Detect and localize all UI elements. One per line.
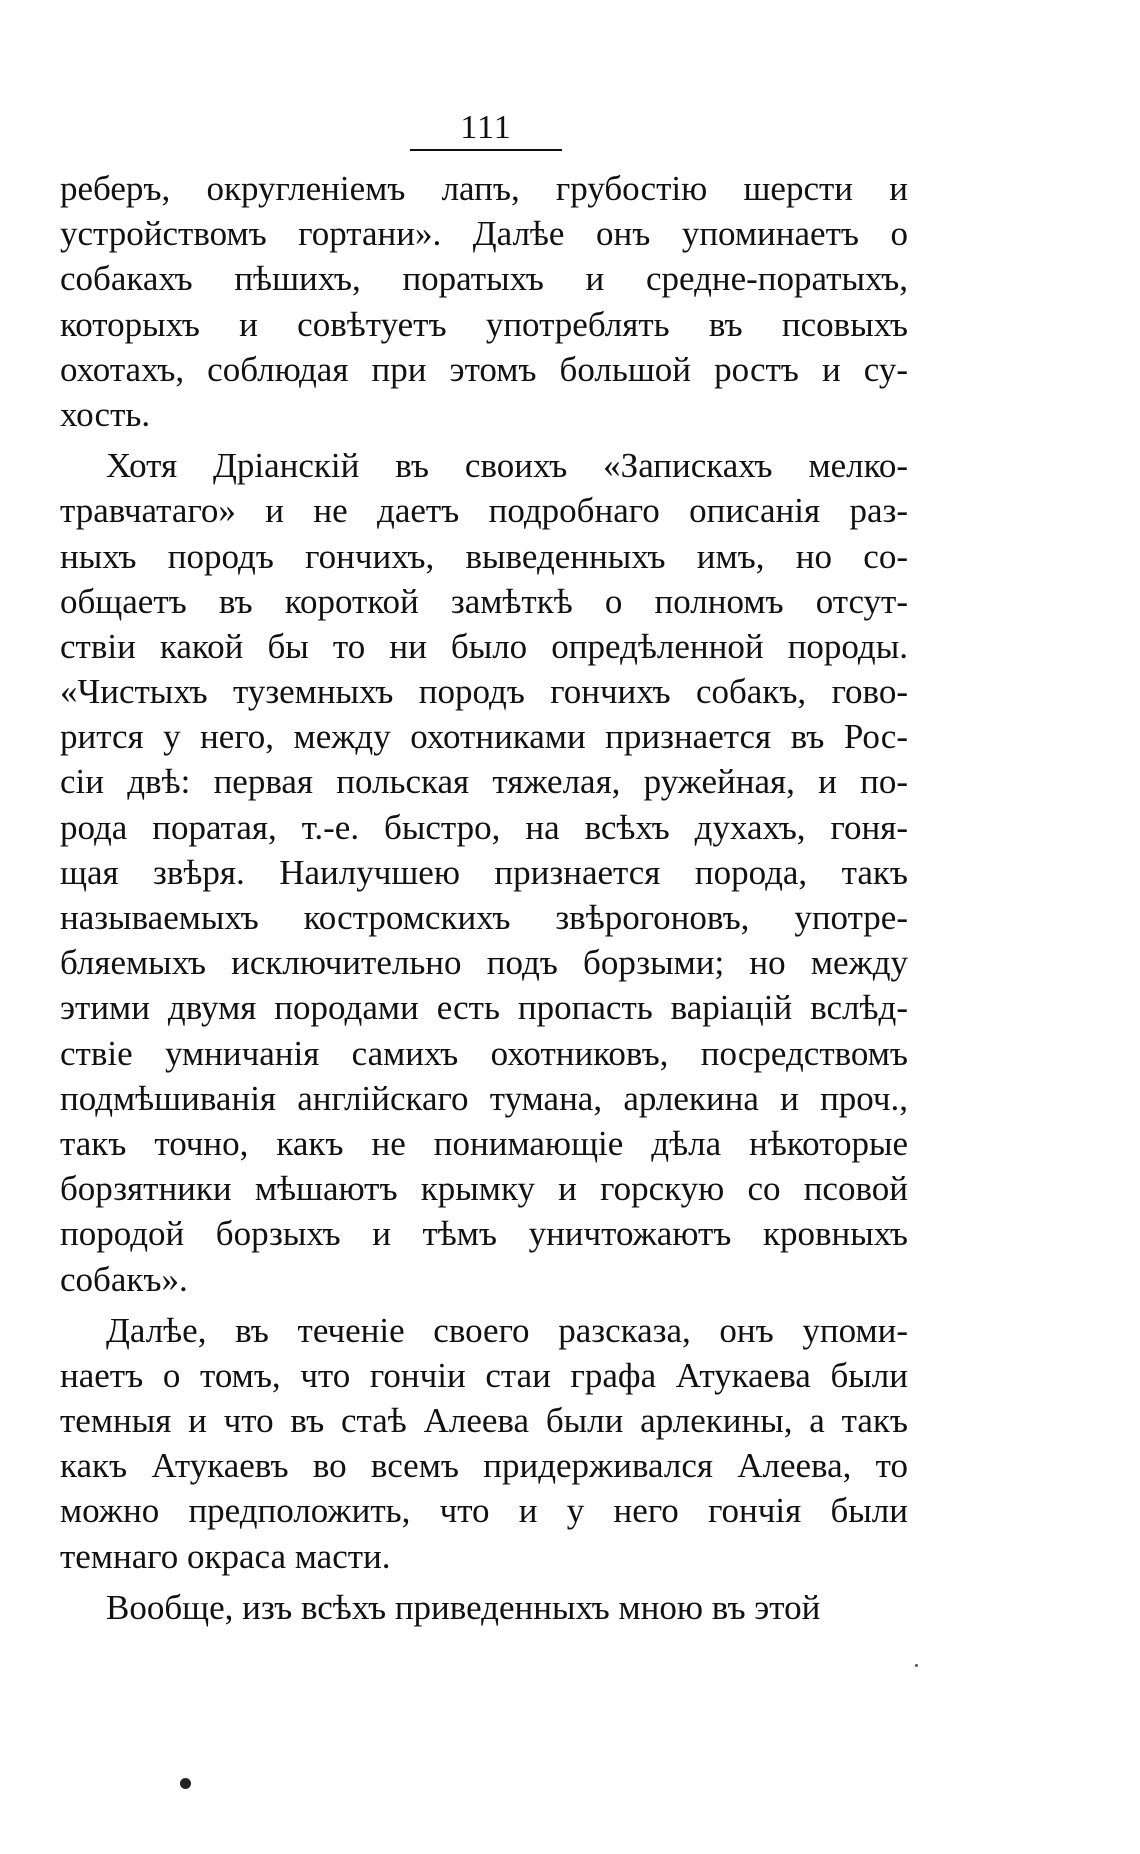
text-line: ныхъ породъ гончихъ, выведенныхъ имъ, но со- bbox=[60, 536, 908, 576]
text-line: устройствомъ гортани». Далѣе онъ упоминаетъ о bbox=[60, 214, 908, 254]
paragraph bbox=[60, 1308, 908, 1579]
text-line: собакъ». bbox=[60, 1259, 188, 1299]
text-line: называемыхъ костромскихъ звѣрогоновъ, употре- bbox=[60, 898, 908, 937]
text-line: какъ Атукаевъ во всемъ придерживался Алеева, то bbox=[60, 1446, 908, 1486]
body-text bbox=[60, 166, 908, 1630]
text-line: темныя и что въ стаѣ Алеева были арлекины, а такъ bbox=[60, 1401, 908, 1441]
ink-blot bbox=[180, 1778, 191, 1789]
text-line: можно предположить, что и у него гончія были bbox=[60, 1491, 908, 1531]
paragraph bbox=[60, 443, 908, 1302]
text-line: борзятники мѣшаютъ крымку и горскую со псовой bbox=[60, 1169, 908, 1209]
text-line: которыхъ и совѣтуетъ употреблять въ псовыхъ bbox=[60, 304, 908, 344]
text-line: сіи двѣ: первая польская тяжелая, ружейная, и по- bbox=[60, 762, 908, 802]
text-line: реберъ, округленіемъ лапъ, грубостію шерсти и bbox=[60, 169, 908, 208]
print-speck bbox=[915, 1664, 918, 1667]
text-line: наетъ о томъ, что гончіи стаи графа Атукаева были bbox=[60, 1355, 908, 1395]
text-line: хость. bbox=[60, 394, 151, 434]
text-line: темнаго окраса масти. bbox=[60, 1536, 391, 1576]
text-line: рится у него, между охотниками признается въ Рос- bbox=[60, 717, 908, 757]
text-line: травчатаго» и не даетъ подробнаго описанія раз- bbox=[60, 491, 908, 531]
text-line: «Чистыхъ туземныхъ породъ гончихъ собакъ, гово- bbox=[60, 672, 908, 712]
text-line: Хотя Дріанскій въ своихъ «Запискахъ мелко- bbox=[106, 446, 908, 486]
text-line: бляемыхъ исключительно подъ борзыми; но между bbox=[60, 943, 908, 983]
page-header bbox=[410, 108, 562, 154]
text-line: рода поратая, т.-е. быстро, на всѣхъ духахъ, гоня- bbox=[60, 807, 908, 847]
text-line: ствіи какой бы то ни было опредѣленной породы. bbox=[60, 626, 908, 666]
text-line: этими двумя породами есть пропасть варіацій вслѣд- bbox=[60, 988, 908, 1028]
text-line: общаетъ въ короткой замѣткѣ о полномъ отсут- bbox=[60, 581, 908, 621]
header-rule bbox=[410, 149, 562, 151]
text-line: Вообще, изъ всѣхъ приведенныхъ мною въ этой bbox=[106, 1587, 821, 1627]
paragraph bbox=[60, 1585, 908, 1630]
text-line: подмѣшиванія англійскаго тумана, арлекина и проч., bbox=[60, 1078, 908, 1118]
text-line: Далѣе, въ теченіе своего разсказа, онъ упоми- bbox=[106, 1310, 908, 1350]
text-line: породой борзыхъ и тѣмъ уничтожаютъ кровныхъ bbox=[60, 1214, 908, 1254]
page-number: 111 bbox=[460, 109, 512, 146]
text-line: ствіе умничанія самихъ охотниковъ, посредствомъ bbox=[60, 1033, 908, 1073]
text-line: щая звѣря. Наилучшею признается порода, такъ bbox=[60, 852, 908, 892]
text-line: охотахъ, соблюдая при этомъ большой ростъ и су- bbox=[60, 349, 908, 389]
text-line: собакахъ пѣшихъ, поратыхъ и средне-поратыхъ, bbox=[60, 259, 908, 299]
text-line: такъ точно, какъ не понимающіе дѣла нѣкоторые bbox=[60, 1123, 908, 1163]
paragraph bbox=[60, 166, 908, 437]
